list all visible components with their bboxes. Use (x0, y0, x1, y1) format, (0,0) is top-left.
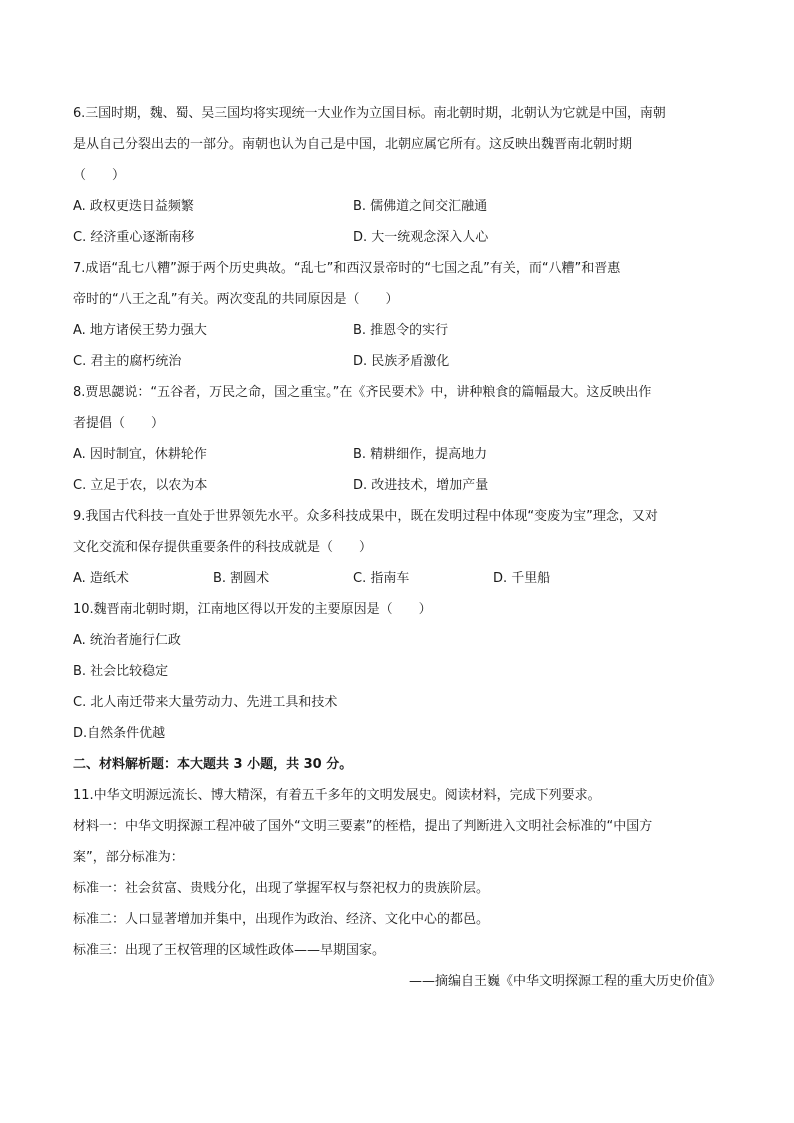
question-8 (73, 377, 723, 501)
q11-standard-2: 标准二：人口显著增加并集中，出现作为政治、经济、文化中心的都邑。 (73, 912, 490, 927)
q9-stem-line-1: 9.我国古代科技一直处于世界领先水平。众多科技成果中，既在发明过程中体现“变废为宝”理念，又对 (73, 509, 658, 524)
q7-option-c: C. 君主的腐朽统治 (73, 354, 182, 369)
question-11 (73, 780, 723, 997)
q11-material-1-line-2: 案”，部分标准为： (73, 850, 184, 865)
question-7 (73, 253, 723, 377)
q6-option-b: B. 儒佛道之间交汇融通 (353, 199, 488, 214)
q8-stem-line-1: 8.贾思勰说：“五谷者，万民之命，国之重宝。”在《齐民要术》中，讲种粮食的篇幅最大。这反映出作 (73, 385, 652, 400)
q6-stem-line-2: 是从自己分裂出去的一部分。南朝也认为自己是中国，北朝应属它所有。这反映出魏晋南北朝时期 (73, 137, 633, 152)
q8-stem-line-2: 者提倡（ ） (73, 416, 165, 431)
q9-stem-line-2: 文化交流和保存提供重要条件的科技成就是（ ） (73, 540, 373, 555)
q6-option-a: A. 政权更迭日益频繁 (73, 199, 194, 214)
q7-stem-line-1: 7.成语“乱七八糟”源于两个历史典故。“乱七”和西汉景帝时的“七国之乱”有关，而“八糟”和晋惠 (73, 261, 621, 276)
question-9 (73, 501, 723, 594)
q7-options-row-2 (73, 346, 723, 377)
q6-option-c: C. 经济重心逐渐南移 (73, 230, 195, 245)
q6-options-row-1 (73, 191, 723, 222)
q7-option-b: B. 推恩令的实行 (353, 323, 449, 338)
q10-option-a: A. 统治者施行仁政 (73, 633, 181, 648)
q10-option-d: D.自然条件优越 (73, 726, 166, 741)
q7-stem-line-2: 帝时的“八王之乱”有关。两次变乱的共同原因是（ ） (73, 292, 399, 307)
q10-stem: 10.魏晋南北朝时期，江南地区得以开发的主要原因是（ ） (73, 602, 432, 617)
q9-option-c: C. 指南车 (353, 571, 410, 586)
q7-option-a: A. 地方诸侯王势力强大 (73, 323, 207, 338)
q11-material-1-line-1: 材料一：中华文明探源工程冲破了国外“文明三要素”的桎梏，提出了判断进入文明社会标准的“中国方 (73, 819, 653, 834)
q9-option-b: B. 割圆术 (213, 571, 270, 586)
q8-option-c: C. 立足于农，以农为本 (73, 478, 208, 493)
section-2-heading: 二、材料解析题：本大题共 3 小题，共 30 分。 (73, 757, 353, 772)
q6-stem-line-1: 6.三国时期，魏、蜀、吴三国均将实现统一大业作为立国目标。南北朝时期，北朝认为它就是中国，南朝 (73, 106, 666, 121)
q7-options-row-1 (73, 315, 723, 346)
q8-option-d: D. 改进技术，增加产量 (353, 478, 489, 493)
q11-standard-1: 标准一：社会贫富、贵贱分化，出现了掌握军权与祭祀权力的贵族阶层。 (73, 881, 490, 896)
q6-answer-blank: （ ） (73, 168, 126, 183)
q11-stem: 11.中华文明源远流长、博大精深，有着五千多年的文明发展史。阅读材料，完成下列要求。 (73, 788, 601, 803)
q8-option-a: A. 因时制宜，休耕轮作 (73, 447, 207, 462)
q11-source-citation: ——摘编自王巍《中华文明探源工程的重大历史价值》 (408, 974, 721, 989)
q6-options-row-2 (73, 222, 723, 253)
q7-option-d: D. 民族矛盾激化 (353, 354, 450, 369)
q9-option-d: D. 千里船 (493, 571, 551, 586)
question-10 (73, 594, 723, 749)
question-6 (73, 98, 723, 253)
q8-options-row-2 (73, 470, 723, 501)
q8-option-b: B. 精耕细作，提高地力 (353, 447, 488, 462)
q10-option-b: B. 社会比较稳定 (73, 664, 169, 679)
q11-standard-3: 标准三：出现了王权管理的区域性政体——早期国家。 (73, 943, 386, 958)
q6-option-d: D. 大一统观念深入人心 (353, 230, 489, 245)
q8-options-row-1 (73, 439, 723, 470)
q9-option-a: A. 造纸术 (73, 571, 129, 586)
page-content (73, 98, 723, 997)
q10-option-c: C. 北人南迁带来大量劳动力、先进工具和技术 (73, 695, 338, 710)
q9-options-row (73, 563, 723, 594)
